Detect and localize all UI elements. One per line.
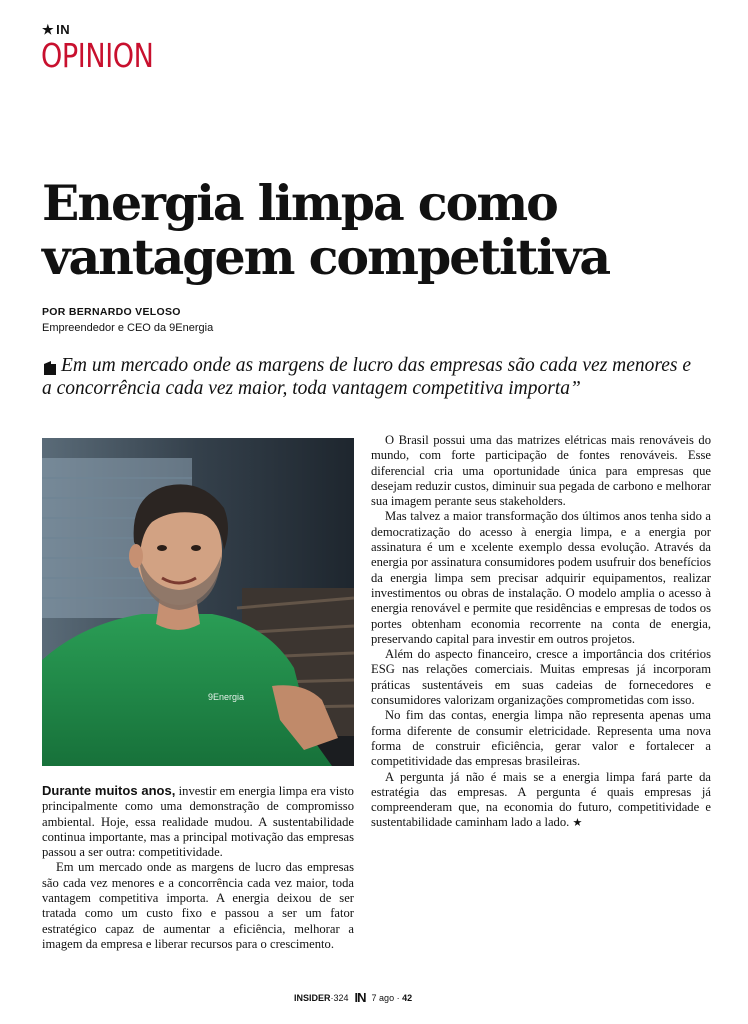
section-title: OPINION: [41, 36, 154, 75]
paragraph: O Brasil possui uma das matrizes elétricas mais renováveis do mundo, com forte participação de fontes renováveis. Esse diferencial cria uma oportunidade única para empresas que desejam reduzir custos, diminuir sua pegada de carbono e melhorar sua imagem perante seus stakeholders.: [371, 433, 711, 509]
paragraph: Em um mercado onde as margens de lucro das empresas são cada vez menores e a concorrência cada vez maior, toda vantagem competitiva importa. A energia deixou de ser tratada como um custo fixo e passou a ser um fator estratégico capaz de aumentar a eficiência, melhorar a imagem da empresa e liberar recursos para o crescimento.: [42, 860, 354, 951]
author-portrait-illustration: [42, 438, 354, 766]
star-icon: ★: [42, 22, 55, 37]
paragraph-text: investir em energia limpa era visto principalmente como uma demonstração de compromisso ambiental. Hoje, essa realidade mudou. A sustentabilidade continua importante, mas a principal motivação das empresas passou a ser outra: competitividade.: [42, 784, 354, 860]
paragraph: Mas talvez a maior transformação dos últimos anos tenha sido a democratização do acesso à energia limpa, e a energia por assinatura é um e xcelente exemplo dessa evolução. Através da energia por assinatura consumidores podem usufruir dos benefícios da energia limpa sem precisar adquirir equipamentos, realizar investimentos ou obras de instalação. O modelo amplia o acesso à energia renovável e permite que residências e empresas de todos os portes obtenham economia recorrente na conta de energia, preservando capital para investir em outros projetos.: [371, 509, 711, 646]
body-column-left: [42, 783, 354, 952]
byline: POR BERNARDO VELOSO: [42, 306, 181, 318]
shirt-logo: 9Energia: [208, 692, 245, 702]
end-star-icon: ★: [572, 817, 583, 830]
paragraph: [42, 783, 354, 860]
magazine-logo: IN: [354, 990, 366, 1005]
lede: Durante muitos anos,: [42, 783, 176, 798]
body-column-right: [371, 433, 711, 832]
article-title: Energia limpa como vantagem competitiva: [42, 174, 610, 286]
paragraph: Além do aspecto financeiro, cresce a importância dos critérios ESG nas relações comerciais. Muitas empresas já incorporam práticas sustentáveis em suas cadeias de fornecedores e consumidores valorizam organizações comprometidas com isso.: [371, 647, 711, 708]
author-role: Empreendedor e CEO da 9Energia: [42, 322, 214, 334]
magazine-name: INSIDER: [294, 992, 331, 1003]
issue-number: 324: [333, 992, 349, 1003]
section-tag-label: IN: [56, 22, 71, 37]
page-number: 42: [402, 992, 413, 1003]
paragraph: [371, 770, 711, 832]
paragraph-text: A pergunta já não é mais se a energia limpa fará parte da estratégia das empresas. A pergunta é quais empresas já compreenderam que, na economia do futuro, competitividade e sustentabilidade caminham lado a lado.: [371, 769, 711, 830]
paragraph: No fim das contas, energia limpa não representa apenas uma forma diferente de consumir eletricidade. Representa uma nova forma de construir eficiência, gerar valor e fortalecer a competitividade das empresas brasileiras.: [371, 708, 711, 769]
pull-quote: Em um mercado onde as margens de lucro das empresas são cada vez menores e a concorrência cada vez maior, toda vantagem competitiva importa”: [42, 355, 692, 399]
issue-date: 7 ago: [371, 992, 395, 1003]
author-photo: [42, 438, 354, 766]
page-footer: INSIDER·324 IN 7 ago · 42: [294, 990, 413, 1005]
